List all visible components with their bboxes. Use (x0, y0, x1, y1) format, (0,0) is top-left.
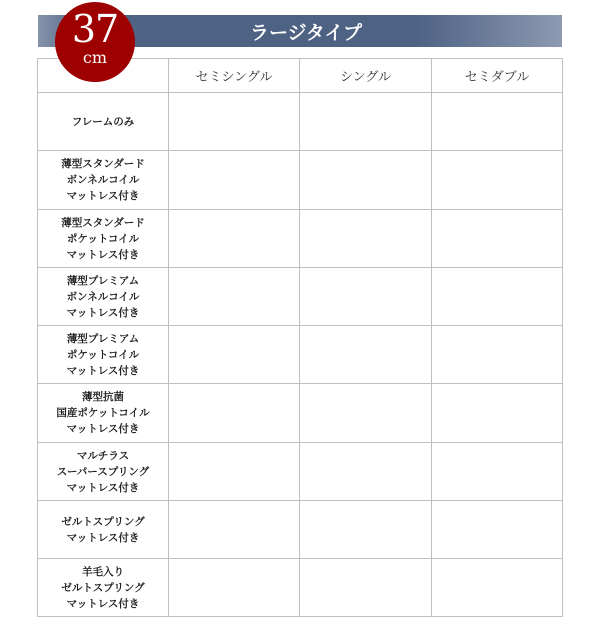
table-cell (169, 268, 300, 326)
row-label (38, 384, 169, 443)
banner-title: ラージタイプ (250, 21, 362, 44)
table-cell (432, 93, 563, 151)
table-cell (432, 384, 563, 443)
row-label (38, 268, 169, 326)
table-cell (432, 268, 563, 326)
row-label (38, 93, 169, 151)
row-label-line: フレームのみ (71, 115, 135, 128)
table-cell (432, 326, 563, 384)
badge-unit: cm (82, 48, 108, 67)
table-row (38, 559, 563, 617)
size-table (37, 58, 563, 617)
table-cell (300, 501, 432, 559)
row-label-line: 薄型スタンダード (61, 158, 145, 170)
row-label-line: スーパースプリング (56, 465, 150, 478)
row-label (38, 501, 169, 559)
header-cell-semi-single: セミシングル (169, 59, 300, 93)
row-label-line: マットレス付き (66, 481, 140, 494)
table-row (38, 326, 563, 384)
row-label (38, 326, 169, 384)
row-label-line: ボンネルコイル (66, 174, 140, 186)
badge-number: 37 (71, 7, 119, 51)
header-cell-single: シングル (300, 59, 432, 93)
table-row (38, 443, 563, 501)
row-label-line: マットレス付き (66, 306, 140, 319)
table-cell (169, 151, 300, 210)
row-label-line: マットレス付き (66, 248, 140, 261)
table-cell (300, 93, 432, 151)
table-cell (169, 384, 300, 443)
row-label-line: マルチラス (76, 449, 130, 462)
table-cell (300, 326, 432, 384)
table-cell (169, 559, 300, 617)
row-label-line: 国産ポケットコイル (56, 407, 150, 419)
row-label-line: マットレス付き (66, 423, 140, 435)
row-label-line: 薄型プレミアム (66, 274, 140, 287)
row-label-line: マットレス付き (66, 364, 140, 377)
table-cell (169, 443, 300, 501)
row-label (38, 151, 169, 210)
table-row (38, 210, 563, 268)
table-row (38, 151, 563, 210)
row-label-line: ポケットコイル (66, 348, 140, 361)
table-cell (169, 326, 300, 384)
table-cell (432, 210, 563, 268)
row-label-line: マットレス付き (66, 531, 140, 544)
thickness-badge (55, 2, 135, 82)
row-label (38, 559, 169, 617)
row-label-line: マットレス付き (66, 190, 140, 202)
row-label (38, 443, 169, 501)
table-cell (432, 559, 563, 617)
header-cell-semi-double: セミダブル (432, 59, 563, 93)
table-row (38, 93, 563, 151)
table-cell (432, 443, 563, 501)
table-cell (432, 151, 563, 210)
row-label-line: 薄型スタンダード (61, 216, 145, 229)
table-row (38, 268, 563, 326)
table-cell (300, 384, 432, 443)
row-label-line: 薄型プレミアム (66, 332, 140, 345)
table-cell (432, 501, 563, 559)
table-row (38, 501, 563, 559)
row-label (38, 210, 169, 268)
row-label-line: マットレス付き (66, 597, 140, 610)
table-cell (169, 210, 300, 268)
table-cell (300, 210, 432, 268)
row-label-line: ゼルトスプリング (61, 581, 145, 594)
table-cell (169, 501, 300, 559)
row-label-line: ゼルトスプリング (61, 515, 145, 528)
row-label-line: 羊毛入り (82, 565, 124, 578)
table-cell (300, 443, 432, 501)
table-cell (300, 151, 432, 210)
row-label-line: 薄型抗菌 (82, 391, 124, 403)
row-label-line: ボンネルコイル (66, 290, 140, 303)
table-cell (300, 559, 432, 617)
row-label-line: ポケットコイル (66, 232, 140, 245)
table-cell (300, 268, 432, 326)
table-body (38, 93, 563, 617)
table-cell (169, 93, 300, 151)
table-row (38, 384, 563, 443)
